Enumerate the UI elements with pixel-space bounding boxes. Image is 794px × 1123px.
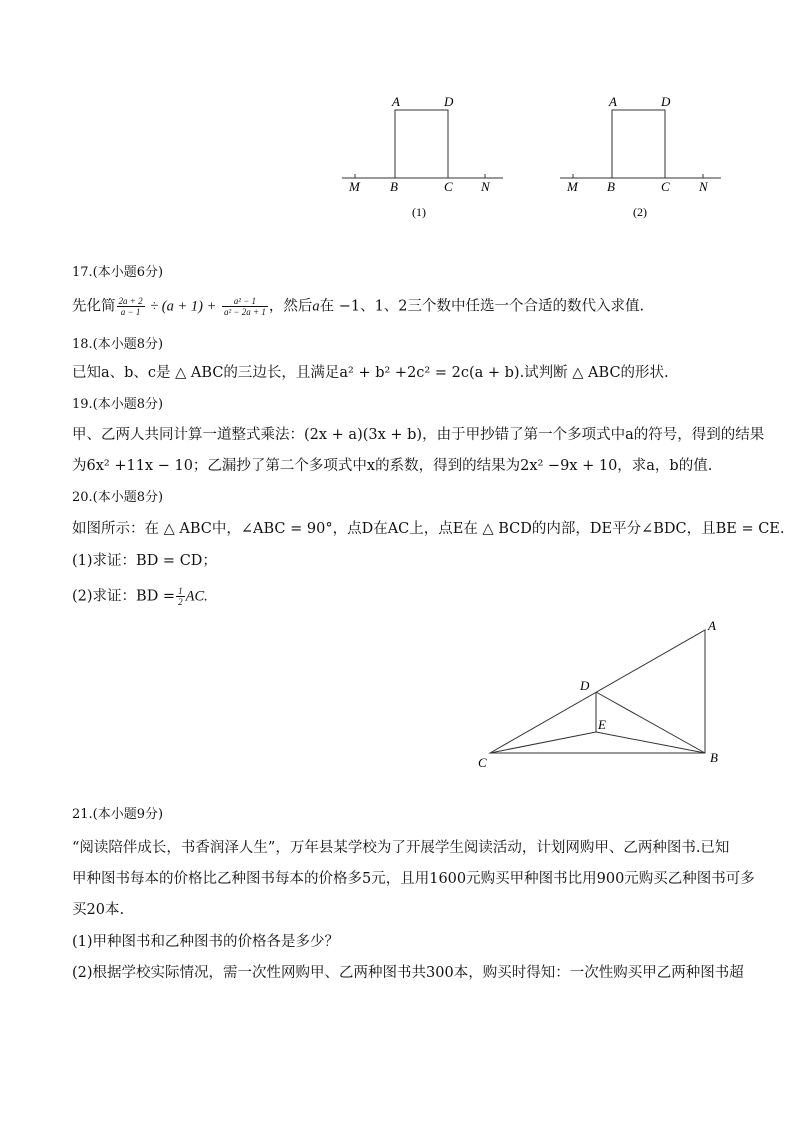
label-a: A [708,618,716,633]
triangle-figure [470,612,730,777]
q17-fraction-1 [117,296,145,317]
q17-mid: ÷ (a + 1) + [150,298,217,315]
label-e: E [598,717,606,732]
q17-var-a: a [312,298,320,315]
q21-line-1: “阅读陪伴成长，书香润泽人生”，万年县某学校为了开展学生阅读活动，计划网购甲、乙两种图书.已知 [72,840,730,856]
square-abcd [612,110,665,178]
q17-text-2: ，然后 [268,298,313,315]
q19-header: 19.(本小题8分) [72,397,164,412]
q17-text-3: 在 −1、1、2三个数中任选一个合适的数代入求值. [319,298,645,315]
q17-f2-num: a² − 1 [222,296,268,307]
q20-frac-num: 1 [178,586,183,596]
label-d: D [661,94,671,109]
q20-part-1: (1)求证：BD = CD； [72,553,217,569]
q20-part-2 [72,586,732,607]
q17-f1-num: 2a + 2 [118,296,143,306]
square-figure-2 [553,90,728,225]
q21-line-2: 甲种图书每本的价格比乙种图书每本的价格多5元，且用1600元购买甲种图书比用900元购买乙种图书可多 [72,871,755,887]
label-n: N [699,179,708,194]
label-c: C [444,179,453,194]
q19-line-2: 为6x² +11x − 10；乙漏抄了第二个多项式中x的系数，得到的结果为2x² −9x + 10，求a，b的值. [72,458,713,474]
label-m: M [567,179,578,194]
label-c: C [478,755,487,770]
q21-line-3: 买20本. [72,902,125,918]
label-a: A [392,94,400,109]
label-d: D [444,94,454,109]
q17-f1-den: a − 1 [120,307,141,317]
q21-part-2: (2)根据学校实际情况，需一次性网购甲、乙两种图书共300本，购买时得知：一次性购买甲乙两种图书超 [72,965,744,981]
label-b: B [607,179,615,194]
q18-header: 18.(本小题8分) [72,337,164,352]
q17-text-1: 先化简 [72,298,116,315]
caption-2: (2) [633,205,647,219]
q17-text [72,296,732,317]
label-d: D [580,678,590,693]
segment-db [596,692,705,753]
label-b: B [710,750,718,765]
caption-1: (1) [412,205,426,219]
q21-header: 21.(本小题9分) [72,807,164,822]
label-a: A [609,94,617,109]
segment-ce [490,732,596,753]
q20-header: 20.(本小题8分) [72,490,164,505]
q19-line-1: 甲、乙两人共同计算一道整式乘法：(2x + a)(3x + b)，由于甲抄错了第一个多项式中a的符号，得到的结果 [72,427,765,443]
q21-part-1: (1)甲种图书和乙种图书的价格各是多少？ [72,934,340,950]
label-c: C [661,179,670,194]
label-b: B [390,179,398,194]
q20-part-2-pre: (2)求证：BD = [72,588,176,605]
q17-header: 17.(本小题6分) [72,265,164,280]
square-figure-1 [335,90,510,225]
q17-f2-den: a² − 2a + 1 [223,307,266,317]
q20-frac-den: 2 [178,597,183,607]
q17-fraction-2 [222,296,268,317]
q20-half-fraction [176,586,185,607]
square-abcd [395,110,448,178]
q18-text: 已知a、b、c是 △ ABC的三边长，且满足a² + b² +2c² = 2c(a + b).试判断 △ ABC的形状. [72,365,669,381]
label-n: N [481,179,490,194]
q20-line-1: 如图所示：在 △ ABC中，∠ABC = 90°，点D在AC上，点E在 △ BCD的内部，DE平分∠BDC，且BE = CE. [72,521,785,537]
q20-part-2-post: AC. [185,588,208,605]
label-m: M [349,179,360,194]
segment-eb [596,732,705,753]
